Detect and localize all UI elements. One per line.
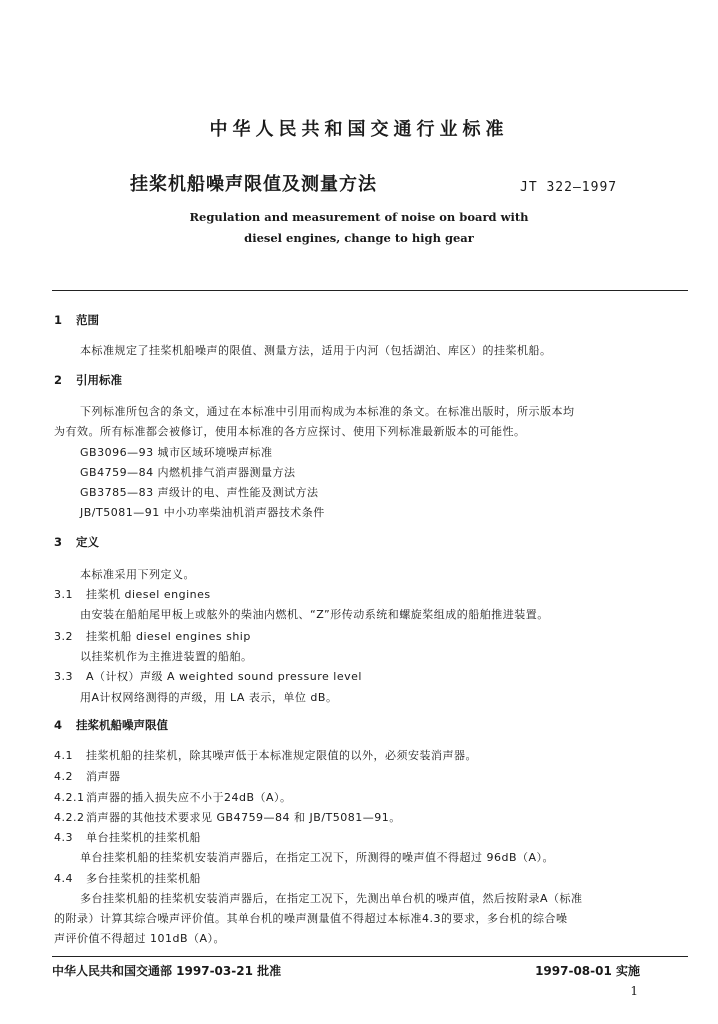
page-number: 1 <box>630 984 638 998</box>
definition-3-1-text: 由安装在船舶尾甲板上或舷外的柴油内燃机、“Z”形传动系统和螺旋桨组成的船舶推进装置。 <box>80 608 549 621</box>
section-1-heading <box>54 312 99 328</box>
clause-4-1: 4.1 挂桨机船的挂桨机，除其噪声低于本标准规定限值的以外，必须安装消声器。 <box>54 749 477 762</box>
definition-3-2-text: 以挂桨机作为主推进装置的船舶。 <box>80 650 253 663</box>
english-title-line-1: Regulation and measurement of noise on board with <box>189 210 529 224</box>
section-3-number: 3 <box>54 535 63 549</box>
section-3-title: 定义 <box>76 535 99 549</box>
section-2-heading <box>54 372 122 388</box>
section-3-heading <box>54 534 99 550</box>
section-1-number: 1 <box>54 313 63 327</box>
section-3-intro: 本标准采用下列定义。 <box>80 568 195 581</box>
section-1-title: 范围 <box>76 313 99 327</box>
clause-4-4-line-1: 多台挂桨机船的挂桨机安装消声器后，在指定工况下，先测出单台机的噪声值，然后按附录A（标准 <box>80 892 583 905</box>
definition-3-3-term: 3.3 A（计权）声级 A weighted sound pressure level <box>54 670 362 683</box>
section-2-number: 2 <box>54 373 63 387</box>
approval-date: 中华人民共和国交通部 1997-03-21 批准 <box>52 964 282 978</box>
clause-4-2: 4.2 消声器 <box>54 770 121 783</box>
clause-4-2-2: 4.2.2 消声器的其他技术要求见 GB4759—84 和 JB/T5081—91。 <box>54 811 401 824</box>
section-2-paragraph-line-1: 下列标准所包含的条文，通过在本标准中引用而构成为本标准的条文。在标准出版时，所示版本均 <box>80 405 575 418</box>
definition-3-2-term: 3.2 挂桨机船 diesel engines ship <box>54 630 251 643</box>
section-4-number: 4 <box>54 718 63 732</box>
reference-item: GB4759—84 内燃机排气消声器测量方法 <box>80 466 296 479</box>
clause-4-3-text: 单台挂桨机船的挂桨机安装消声器后，在指定工况下，所测得的噪声值不得超过 96dB（A）。 <box>80 851 555 864</box>
definition-3-3-text: 用A计权网络测得的声级，用 LA 表示，单位 dB。 <box>80 691 338 704</box>
definition-3-1-term: 3.1 挂桨机 diesel engines <box>54 588 211 601</box>
clause-4-3: 4.3 单台挂桨机的挂桨机船 <box>54 831 201 844</box>
clause-4-4-line-2: 的附录）计算其综合噪声评价值。其单台机的噪声测量值不得超过本标准4.3的要求，多台机的综合噪 <box>54 912 568 925</box>
english-title-line-2: diesel engines, change to high gear <box>244 231 474 245</box>
section-1-paragraph: 本标准规定了挂桨机船噪声的限值、测量方法，适用于内河（包括湖泊、库区）的挂桨机船。 <box>80 344 552 357</box>
reference-item: JB/T5081—91 中小功率柴油机消声器技术条件 <box>80 506 325 519</box>
clause-4-4: 4.4 多台挂桨机的挂桨机船 <box>54 872 201 885</box>
header-divider <box>52 290 688 291</box>
section-4-title: 挂桨机船噪声限值 <box>76 718 168 732</box>
section-4-heading <box>54 717 168 733</box>
reference-item: GB3096—93 城市区域环境噪声标准 <box>80 446 273 459</box>
section-2-title: 引用标准 <box>76 373 122 387</box>
document-title: 挂桨机船噪声限值及测量方法 <box>130 174 377 195</box>
issuing-organization: 中华人民共和国交通行业标准 <box>209 119 509 140</box>
footer-divider <box>52 956 688 957</box>
implementation-date: 1997-08-01 实施 <box>535 964 640 978</box>
standard-number: JT 322—1997 <box>520 180 618 195</box>
section-2-paragraph-line-2: 为有效。所有标准都会被修订，使用本标准的各方应探讨、使用下列标准最新版本的可能性。 <box>54 425 526 438</box>
clause-4-2-1: 4.2.1 消声器的插入损失应不小于24dB（A）。 <box>54 791 292 804</box>
reference-item: GB3785—83 声级计的电、声性能及测试方法 <box>80 486 319 499</box>
clause-4-4-line-3: 声评价值不得超过 101dB（A）。 <box>54 932 226 945</box>
